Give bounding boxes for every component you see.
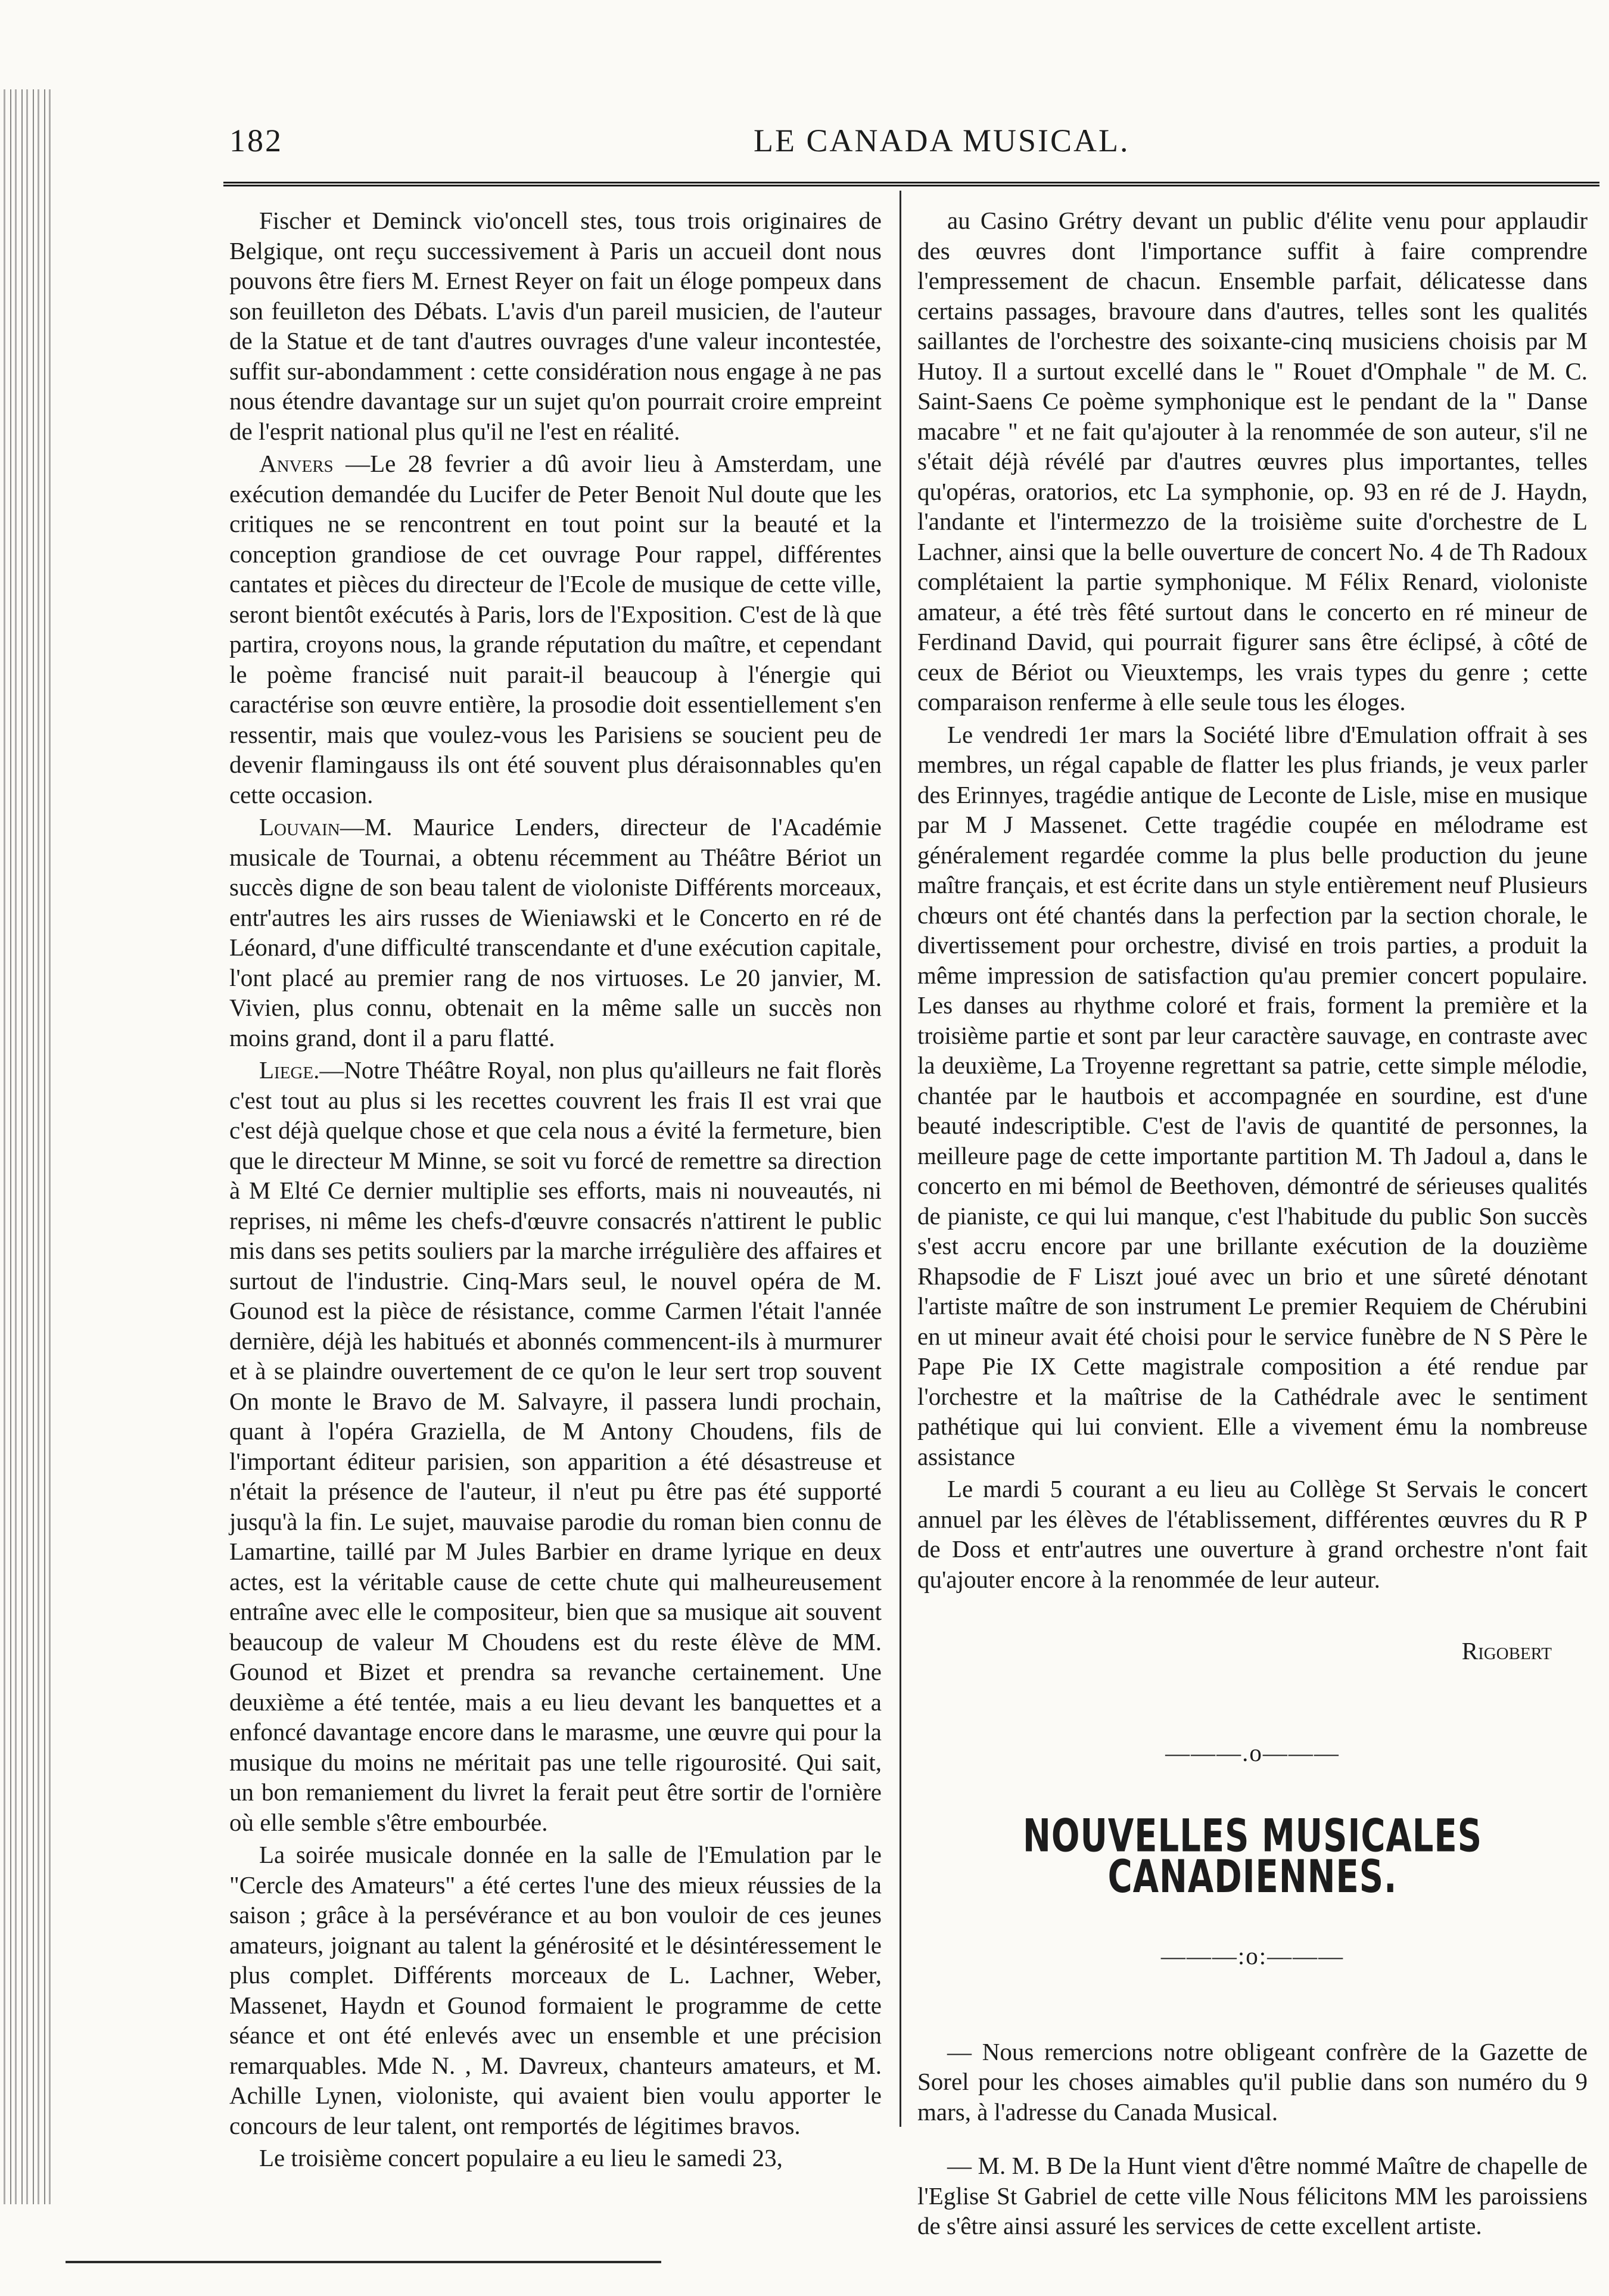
article-paragraph: Fischer et Deminck vio'oncell stes, tous trois originaires de Belgique, ont reçu successivement à Paris un accueil dont nous pouvons être fiers M. Ernest Reyer on fait un éloge pompeux dans son feuilleton des Débats. L'avis d'un pareil musicien, de l'auteur de la Statue et de tant d'autres ouvrages d'une valeur incontestée, suffit sur-abondamment : cette considération nous engage à ne pas nous étendre davantage sur un sujet qu'on pourrait croire empreint de l'esprit national plus qu'il ne l'est en réalité. <box>229 207 882 445</box>
paragraph-text: —M. Maurice Lenders, directeur de l'Académie musicale de Tournai, a obtenu récemment au Théâtre Bériot un succès digne de son beau talent de violoniste Différents morceaux, entr'autres les airs russes de Wieniawski et le Concerto en ré de Léonard, d'une difficulté transcendante et d'une exécution capitale, l'ont placé au premier rang de nos virtuoses. Le 20 janvier, M. Vivien, plus connu, obtenait en la même salle un succès non moins grand, dont il a paru flatté. <box>229 813 882 1051</box>
page-number: 182 <box>229 123 283 158</box>
section-separator: ———.o——— <box>1165 1738 1340 1766</box>
article-paragraph-liege <box>229 1055 882 1837</box>
right-column <box>917 206 1588 2244</box>
article-paragraph: Le troisième concert populaire a eu lieu le samedi 23, <box>259 2144 783 2171</box>
section-separator: ———:o:——— <box>1160 1942 1345 1970</box>
footer-rule <box>66 2261 661 2263</box>
article-paragraph-anvers <box>229 449 882 810</box>
article-paragraph: Le vendredi 1er mars la Société libre d'Emulation offrait à ses membres, un régal capable de flatter les plus friands, je veux parler des Erinnyes, tragédie antique de Leconte de Lisle, mise en musique par M J Massenet. Cette tragédie coupée en mélodrame est généralement regardée comme la plus belle production du jeune maître français, et est écrite dans un style entièrement neuf Plusieurs chœurs ont été chantés dans la perfection par la section chorale, le divertissement pour orchestre, divisé en trois parties, a produit la même impression de satisfaction qu'au premier concert populaire. Les danses au rhythme coloré et frais, forment la première et la troisième partie et sont par leur caractère sauvage, en contraste avec la deuxième, La Troyenne regrettant sa patrie, cette simple mélodie, chantée par le hautbois et accompagnée en sourdine, est d'une beauté indescriptible. C'est de l'avis de quantité de personnes, la meilleure page de cette importante partition M. Th Jadoul a, dans le concerto en mi bémol de Beethoven, démontré de sérieuses qualités de pianiste, ce qui lui manque, c'est l'habitude du public Son succès s'est accru encore par une brillante exécution de la douzième Rhapsodie de F Liszt joué avec un brio et une sûreté dénotant l'artiste maître de son instrument Le premier Requiem de Chérubini en ut mineur avait été choisi pour le service funèbre de N S Père le Pape Pie IX Cette magistrale composition a été rendue par l'orchestre et la maîtrise de la Cathédrale avec le sentiment pathétique qui lui convient. Elle a vivement ému la nombreuse assistance <box>917 720 1588 1470</box>
article-paragraph: Le mardi 5 courant a eu lieu au Collège St Servais le concert annuel par les élèves de l'établissement, différentes œuvres du R P de Doss et entr'autres une ouverture à grand orchestre n'ont fait qu'ajouter encore à la renommée de leur auteur. <box>917 1475 1588 1593</box>
news-item: — Nous remercions notre obligeant confrère de la Gazette de Sorel pour les choses aimables qu'il publie dans son numéro du 9 mars, à l'adresse du Canada Musical. <box>917 2037 1588 2126</box>
paragraph-text: —Notre Théâtre Royal, non plus qu'ailleurs ne fait florès c'est tout au plus si les recettes couvrent les frais Il est vrai que c'est déjà quelque chose et que cela nous a évité la fermeture, bien que le directeur M Minne, se soit vu forcé de remettre sa direction à M Elté Ce dernier multiplie ses efforts, mais ni nouveautés, ni reprises, ni même les chefs-d'œuvre consacrés n'attirent le public mis dans ses petits souliers par la marche irrégulière des affaires et surtout de l'industrie. Cinq-Mars seul, le nouvel opéra de M. Gounod est la pièce de résistance, comme Carmen l'était l'année dernière, déjà les habitués et abonnés commencent-ils à murmurer et à se plaindre ouvertement de ce qu'on le leur sert trop souvent On monte le Bravo de M. Salvayre, il passera lundi prochain, quant à l'opéra Graziella, de M Antony Choudens, fils de l'important éditeur parisien, son apparition a été désastreuse et n'était la présence de l'auteur, il n'eut pu être pas été supporté jusqu'à la fin. Le sujet, mauvaise parodie du roman bien connu de Lamartine, taillé par M Jules Barbier en drame lyrique en deux actes, est la véritable cause de cette chute qui malheureusement entraîne avec elle le compositeur, bien que sa musique ait souvent beaucoup de valeur M Choudens est du reste élève de MM. Gounod et Bizet et prendra sa revanche certainement. Une deuxième a été tentée, mais a eu lieu devant les banquettes et a enfoncé davantage encore dans le marasme, une œuvre qui pour la musique du moins ne méritait pas une telle rigourosité. Qui sait, un bon remaniement du livret la ferait peut être sortir de l'ornière où elle semble s'être embourbée. <box>229 1056 882 1836</box>
city-name: Louvain <box>259 813 340 841</box>
column-divider <box>900 191 901 2127</box>
article-paragraph: La soirée musicale donnée en la salle de l'Emulation par le "Cercle des Amateurs" a été certes l'une des mieux réussies de la saison ; grâce à la persévérance et au bon vouloir de ces jeunes amateurs, joignant au talent la générosité et le désintéressement le plus complet. Différents morceaux de L. Lachner, Weber, Massenet, Haydn et Gounod formaient le programme de cette séance et ont été enlevés avec un ensemble et une précision remarquables. Mde N. , M. Davreux, chanteurs amateurs, et M. Achille Lynen, violoniste, qui avaient bien voulu apporter le concours de leur talent, ont remportés de légitimes bravos. <box>229 1841 882 2139</box>
article-paragraph-louvain <box>229 812 882 1053</box>
article-paragraph: au Casino Grétry devant un public d'élite venu pour applaudir des œuvres dont l'importance suffit à faire comprendre l'empressement de chacun. Ensemble parfait, délicatesse dans certains passages, bravoure dans d'autres, telles sont les qualités saillantes de l'orchestre des soixante-cinq musiciens choisis par M Hutoy. Il a surtout excellé dans le " Rouet d'Omphale " de M. C. Saint-Saens Ce poème symphonique est le pendant de la " Danse macabre " et ne fait qu'ajouter à la renommée de son auteur, s'il ne s'était déjà révélé par d'autres œuvres plus importantes, telles qu'opéras, oratorios, etc La symphonie, op. 93 en ré de J. Haydn, l'andante et l'intermezzo de la troisième suite d'orchestre de L Lachner, ainsi que la belle ouverture de concert No. 4 de Th Radoux complétaient la partie symphonique. M Félix Renard, violoniste amateur, a été très fêté surtout dans le concerto en ré mineur de Ferdinand David, qui pourrait figurer sans être éclipsé, à côté de ceux de Bériot ou Vieuxtemps, les vrais types du genre ; cette comparaison renferme à elle seule tous les éloges. <box>917 207 1588 715</box>
paragraph-text: —Le 28 fevrier a dû avoir lieu à Amsterdam, une exécution demandée du Lucifer de Peter Benoit Nul doute que les critiques ne se rencontrent en tout point sur la beauté et la conception grandiose de cet ouvrage Pour rappel, différentes cantates et pièces du directeur de l'Ecole de musique de cette ville, seront bientôt exécutés à Paris, lors de l'Exposition. C'est de là que partira, croyons nous, la grande réputation du maître, et cependant le poème francisé nuit parait-il beaucoup à l'énergie qui caractérise son œuvre entière, la prosodie doit essentiellement s'en ressentir, mais que voulez-vous les Parisiens se soucient peu de devenir flamingauss ils ont été souvent plus déraisonnables qu'en cette occasion. <box>229 450 882 808</box>
page-header <box>229 122 1278 170</box>
section-heading: NOUVELLES MUSICALES CANADIENNES. <box>1022 1810 1483 1903</box>
city-name: Liege. <box>259 1056 320 1084</box>
header-rule <box>223 182 1599 186</box>
left-column <box>229 206 882 2176</box>
running-title: LE CANADA MUSICAL. <box>754 123 1130 158</box>
city-name: Anvers <box>259 450 334 477</box>
author-signature: Rigobert <box>1461 1637 1552 1665</box>
news-item: — M. M. B De la Hunt vient d'être nommé Maître de chapelle de l'Eglise St Gabriel de cette ville Nous félicitons MM les paroissiens de s'être ainsi assuré les services de cette excellent artiste. <box>917 2152 1588 2239</box>
page-binding-edge <box>0 89 54 2204</box>
